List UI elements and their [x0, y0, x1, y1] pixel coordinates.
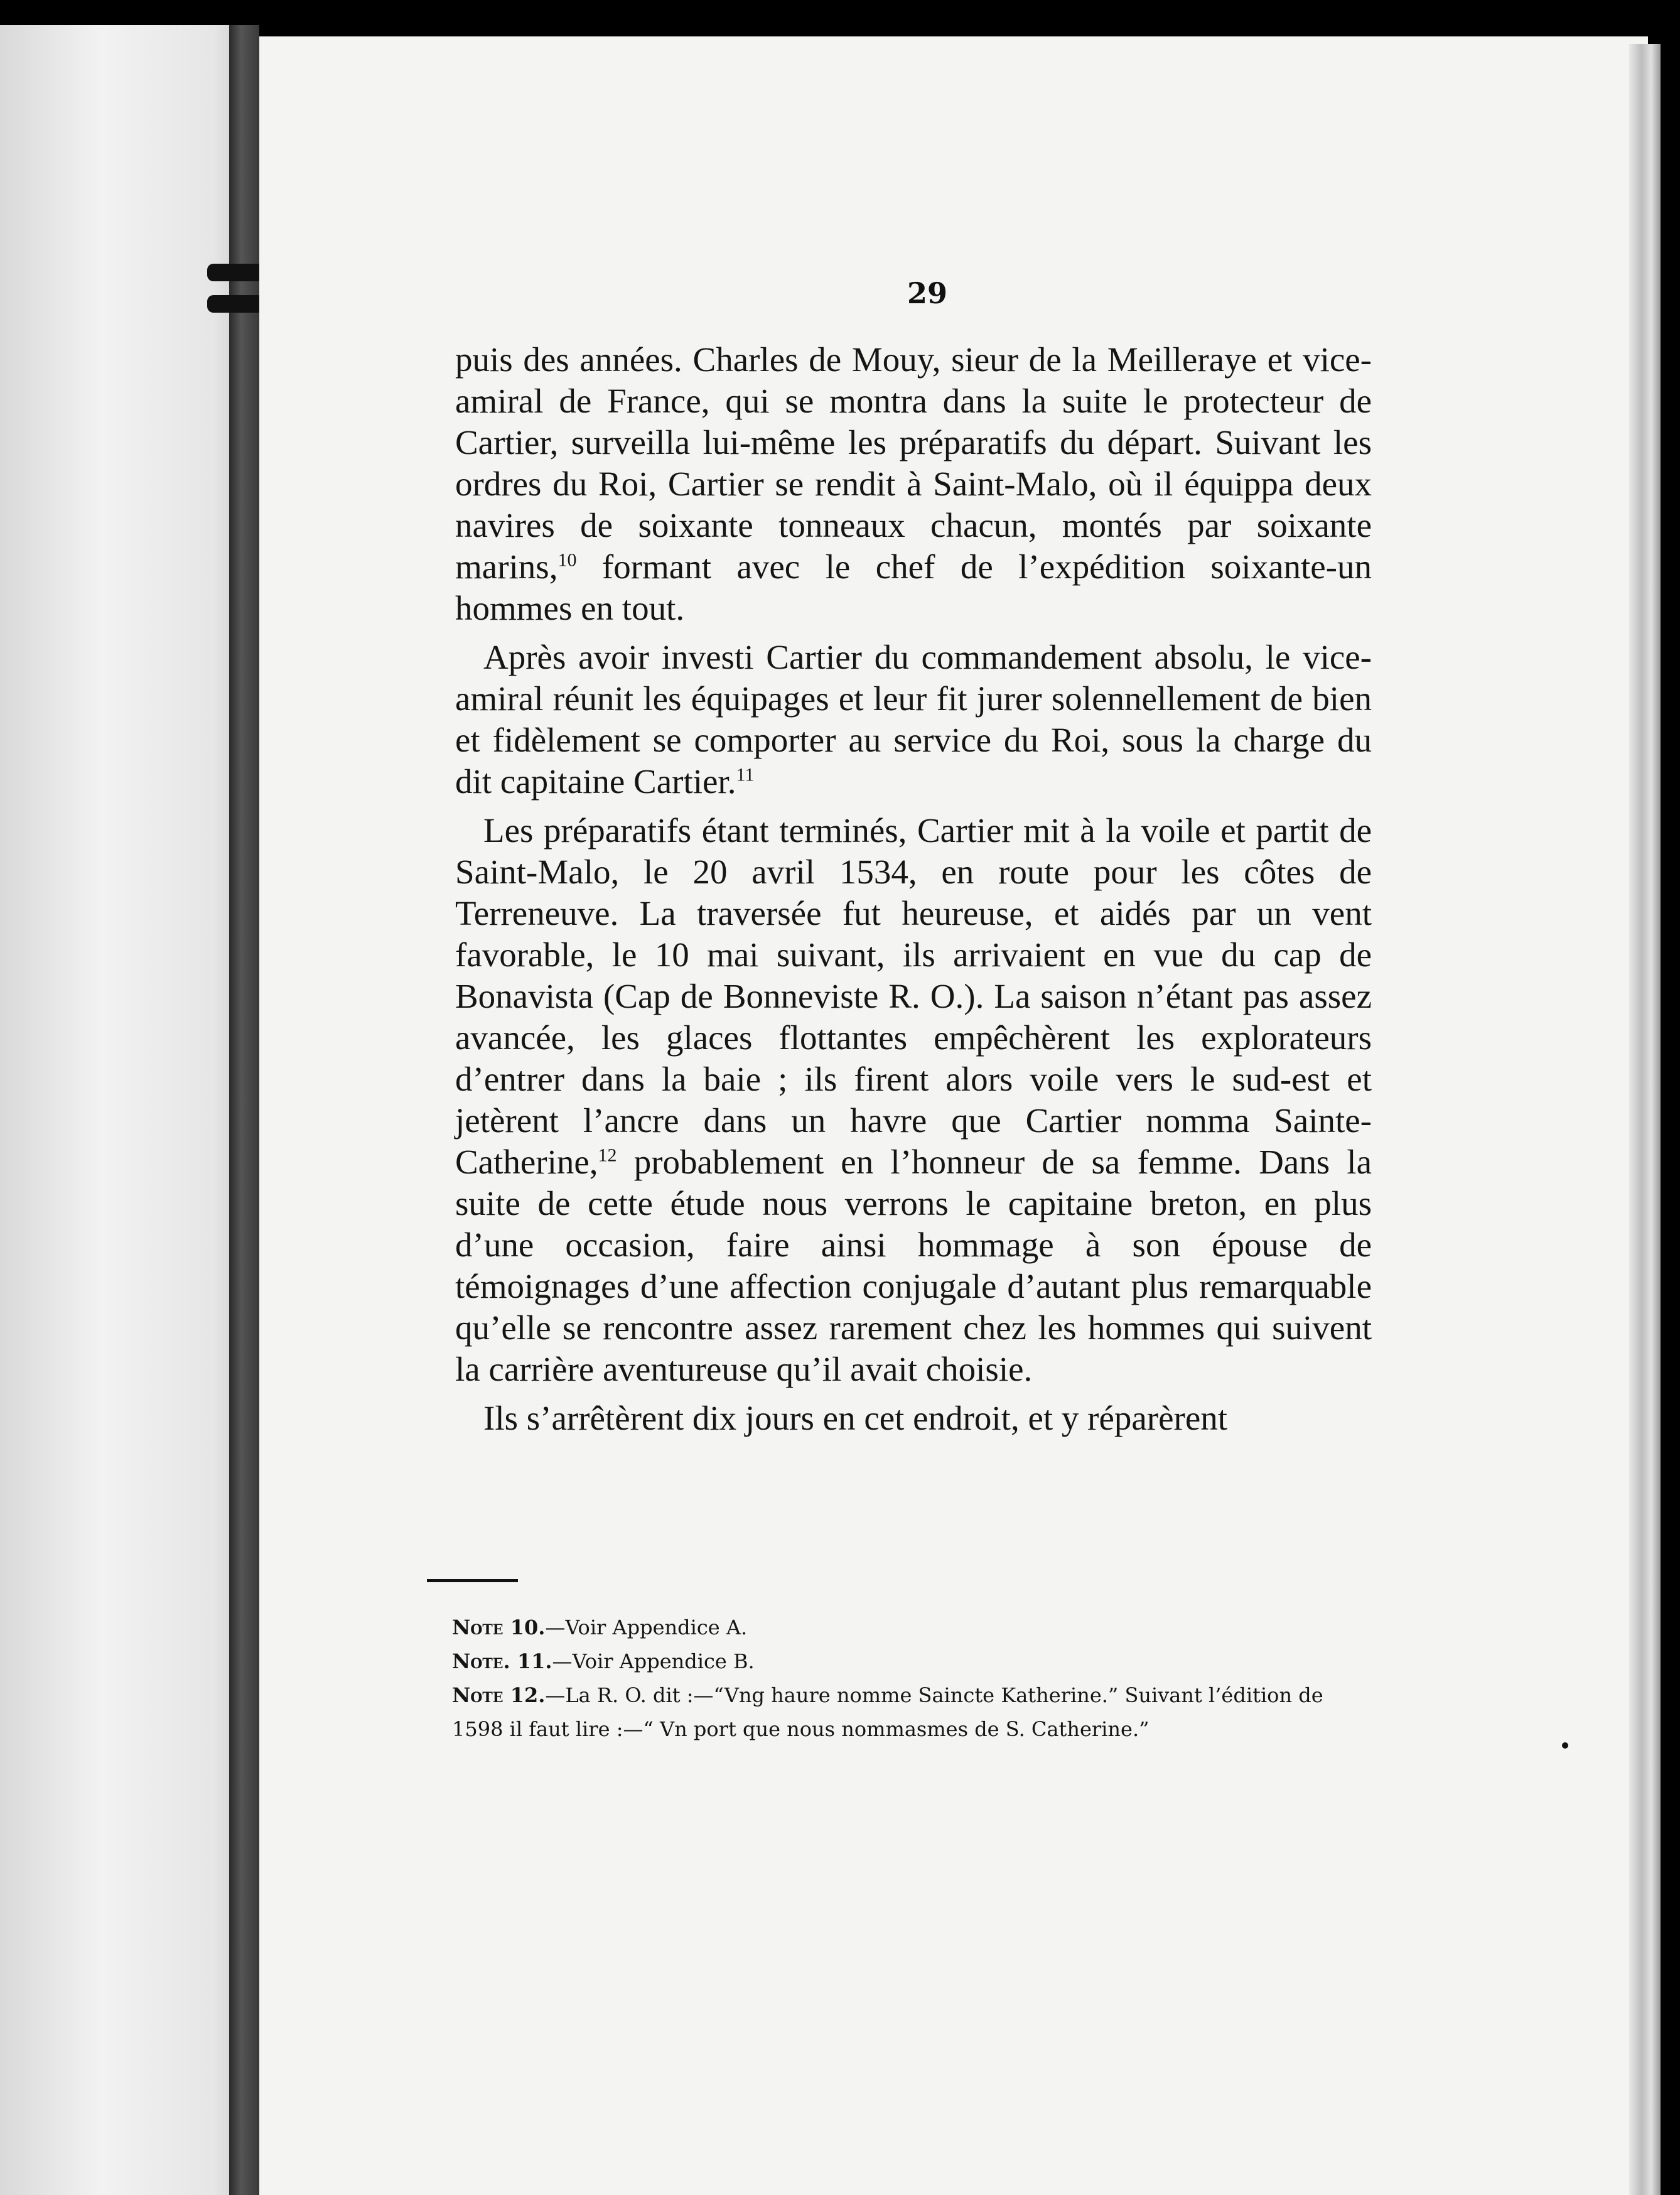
footnote-text: —Voir Appendice B. — [552, 1649, 755, 1673]
page-edge — [1629, 44, 1661, 2195]
footnote-rule — [427, 1579, 518, 1582]
paragraph-text: formant avec le chef de l’expédition soixante-un hommes en tout. — [455, 547, 1372, 627]
paragraph-text: Les préparatifs étant terminés, Cartier mit à la voile et partit de Saint-Malo, le 20 avril 1534, en route pour les côtes de Terreneuve. La traversée fut heureuse, et aidés par un vent favorable, le 10 mai suivant, ils arrivaient en vue du cap de Bonavista (Cap de Bonneviste R. O.). La saison n’étant pas assez avancée, les glaces flottantes empêchèrent les explorateurs d’entrer dans la baie ; ils firent alors voile vers le sud-est et jetèrent l’ancre dans un havre que Cartier nomma Sainte-Catherine, — [455, 811, 1372, 1181]
paragraph — [455, 339, 1372, 629]
ink-speck — [1562, 1742, 1568, 1749]
page-number: 29 — [907, 276, 948, 310]
footnote — [421, 1678, 1362, 1746]
footnote-reference: 12 — [598, 1145, 617, 1166]
footnote-label: Note. 11. — [452, 1649, 552, 1673]
footnote — [421, 1644, 1362, 1678]
footnote-text: —Voir Appendice A. — [545, 1615, 748, 1639]
paragraph-text: puis des années. Charles de Mouy, sieur de la Meilleraye et vice-amiral de France, qui se montra dans la suite le protecteur de Cartier, surveilla lui-même les préparatifs du départ. Suivant les ordres du Roi, Cartier se rendit à Saint-Malo, où il équippa deux navires de soixante tonneaux chacun, montés par soixante marins, — [455, 340, 1372, 586]
paragraph — [455, 810, 1372, 1390]
footnotes — [421, 1610, 1362, 1746]
footnote-label: Note 12. — [452, 1683, 546, 1707]
footnote-label: Note 10. — [452, 1615, 546, 1639]
left-page-margin — [0, 25, 251, 2195]
footnote-reference: 10 — [557, 549, 577, 571]
paragraph-text: probablement en l’honneur de sa femme. Dans la suite de cette étude nous verrons le capitaine breton, en plus d’une occasion, faire ainsi hommage à son épouse de témoignages d’une affection conjugale d’autant plus remarquable qu’elle se rencontre assez rarement chez les hommes qui suivent la carrière aventureuse qu’il avait choisie. — [455, 1143, 1372, 1388]
footnote — [421, 1610, 1362, 1644]
paragraph-text: Après avoir investi Cartier du commandement absolu, le vice-amiral réunit les équipages et leur fit jurer solennellement de bien et fidèlement se comporter au service du Roi, sous la charge du dit capitaine Cartier. — [455, 638, 1372, 801]
body-text — [455, 339, 1372, 1447]
paragraph — [455, 637, 1372, 802]
paragraph — [455, 1398, 1372, 1439]
book-binding — [229, 25, 259, 2195]
footnote-reference: 11 — [736, 764, 755, 785]
paragraph-text: Ils s’arrêtèrent dix jours en cet endroit, et y réparèrent — [483, 1399, 1228, 1437]
footnote-text: —La R. O. dit :—“Vng haure nomme Saincte Katherine.” Suivant l’édition de 1598 il faut lire :—“ Vn port que nous nommasmes de S. Catherine.” — [452, 1683, 1323, 1741]
